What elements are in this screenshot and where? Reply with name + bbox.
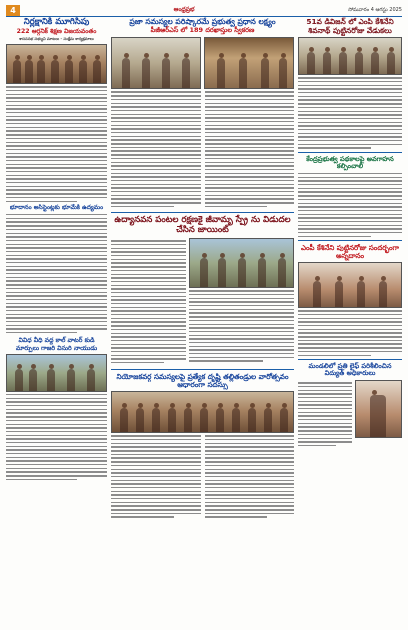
article-birthday <box>298 77 402 148</box>
article-body-2 <box>6 214 107 333</box>
dateline: సోమవారం 4 ఆగస్టు 2025 <box>348 6 402 13</box>
headline-2: భూదానం అసిస్టెంట్లకు భూమేకి ఉద్యమం <box>9 203 104 211</box>
page-header <box>6 4 402 17</box>
headline-3: వివిధ వీధి వద్ద కాల్ వాటర్ కుడి మార్పులు గాజరి విసురి నాయుడు <box>15 337 98 352</box>
article-seminar-col-a <box>111 433 201 520</box>
article-seminar-col-b <box>205 433 295 520</box>
headline-main-sub: పీజీఆర్ఎస్ లో 189 దరఖాస్తుల స్వీకరణ <box>150 25 255 34</box>
headline-main: ప్రజా సమస్యల పరిష్కారమే ప్రభుత్వ ప్రధాన లక్ష్యం <box>129 17 276 26</box>
column-right <box>298 18 402 626</box>
article-annadanam <box>298 310 402 356</box>
photo-school <box>6 354 107 392</box>
headline-1-kicker: శాసనసభ సభ్యుని మాటలు - సంక్షేమ కార్యక్రమాలు <box>19 35 94 41</box>
headline-schemes: కేంద్రప్రభుత్వ పథకాలపై అవగాహన కల్పించాలి <box>306 154 394 171</box>
headline-jeevamrutham: ఉద్యానవన పంటల రక్షణకై జీవామృ స్ప్రే ను విడుదల చేసిన జాయింట్ <box>114 215 291 236</box>
photo-officer-portrait <box>355 380 402 438</box>
article-schemes <box>298 173 402 237</box>
photo-grievance-2 <box>204 37 294 89</box>
photo-birthday <box>298 37 402 75</box>
masthead: ఆంధ్రప్రభ <box>173 6 195 13</box>
article-main-col-a <box>111 89 201 209</box>
article-body-1 <box>6 86 107 202</box>
article-body-3 <box>6 394 107 480</box>
headline-1-sub: 222 ఆర్గనిక్ శిక్షణ విజయవంతం <box>16 27 97 35</box>
article-jeeva-col-b <box>189 290 294 361</box>
article-main-col-b <box>205 89 295 209</box>
headline-annadanam: ఎంపీ కేశినేని పుట్టినరోజు సందర్భంగా అన్నదానం <box>301 243 399 260</box>
article-jeeva-col-a <box>111 238 186 366</box>
photo-annadanam <box>298 262 402 308</box>
photo-grievance-1 <box>111 37 201 89</box>
article-electricity <box>298 380 352 449</box>
headline-birthday: 51వ డివిజన్ లో ఎంపి కేశినేని శివనాథ్ పుట్టినరోజు వేడుకలు <box>306 17 394 35</box>
column-left <box>6 18 107 626</box>
headline-1: నిర్లక్షానికి మూగిసిపు <box>23 17 90 27</box>
headline-seminar: నియోజకవర్గ సమస్యలపై ప్రత్యేక దృష్టి తల్లితండ్రుల వారోత్సవం ఆధారంగా సదస్సు <box>116 371 289 389</box>
page-number: 4 <box>6 5 20 16</box>
photo-jeevamrutham <box>189 238 294 288</box>
photo-seminar <box>111 391 294 433</box>
column-center <box>111 18 294 626</box>
headline-electricity: మండలిలో ప్రతి లైఫ్ పరిశీలించిన విద్యుత్ అధికారులు <box>308 361 392 378</box>
photo-meeting <box>6 44 107 84</box>
